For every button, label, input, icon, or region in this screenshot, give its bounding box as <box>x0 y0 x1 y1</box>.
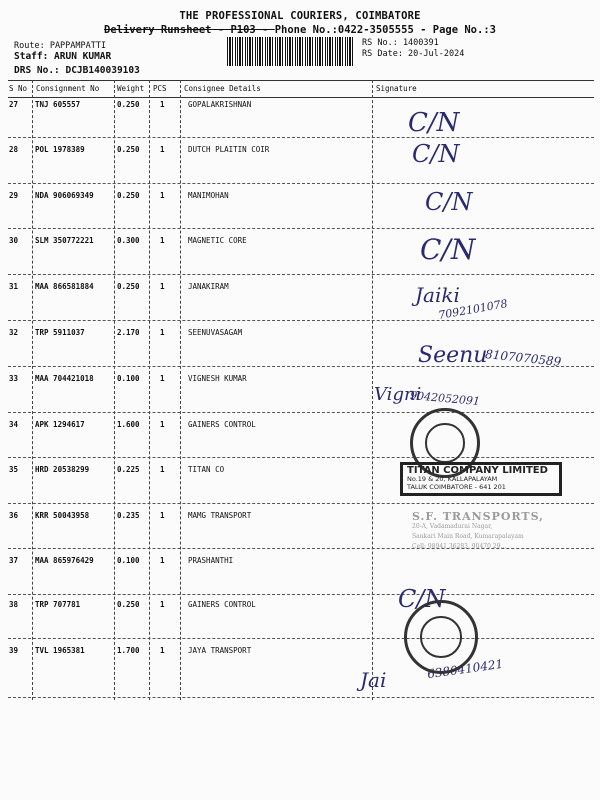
cell-pcs: 1 <box>160 374 165 383</box>
row-separator <box>8 697 594 698</box>
row-separator <box>8 457 594 458</box>
cell-pcs: 1 <box>160 420 165 429</box>
table-row <box>8 600 594 612</box>
sf-transports-stamp <box>412 512 557 552</box>
titan-stamp-name: TITAN COMPANY LIMITED <box>407 465 548 476</box>
drs-number: DRS No.: DCJB140039103 <box>14 65 140 76</box>
cell-pcs: 1 <box>160 100 165 109</box>
cell-pcs: 1 <box>160 465 165 474</box>
cell-consignee: DUTCH PLAITIN COIR <box>188 145 270 154</box>
cell-consignee: TITAN CO <box>188 465 225 474</box>
company-title: THE PROFESSIONAL COURIERS, COIMBATORE <box>179 10 421 22</box>
signature-vignesh-phone: 9042052091 <box>409 388 481 409</box>
signature-vignesh: Vigni <box>374 384 422 405</box>
cell-weight: 0.250 <box>117 282 140 291</box>
table-row <box>8 191 594 203</box>
cell-consignment: MAA 704421018 <box>35 374 94 383</box>
subtitle-rest-part: Phone No.:0422-3505555 - Page No.:3 <box>274 24 496 36</box>
table-row <box>8 374 594 386</box>
col-header-weight: Weight <box>117 84 145 93</box>
cell-consignment: TVL 1965381 <box>35 646 85 655</box>
subtitle-struck-part: Delivery Runsheet - P103 - <box>104 24 275 36</box>
cell-sno: 33 <box>9 374 19 383</box>
cell-pcs: 1 <box>160 646 165 655</box>
cell-consignment: TRP 707781 <box>35 600 81 609</box>
signature-seenu-phone: 8107070589 <box>484 347 562 369</box>
cell-weight: 1.600 <box>117 420 140 429</box>
signature-cn: C/N <box>398 585 446 613</box>
cell-pcs: 1 <box>160 600 165 609</box>
row-separator <box>8 320 594 321</box>
sf-stamp-line1: 20-A, Vadamadurai Nagar, <box>412 523 493 530</box>
cell-consignee: JANAKIRAM <box>188 282 229 291</box>
cell-consignee: MAGNETIC CORE <box>188 236 247 245</box>
cell-sno: 27 <box>9 100 19 109</box>
cell-pcs: 1 <box>160 282 165 291</box>
cell-weight: 0.235 <box>117 511 140 520</box>
cell-consignee: JAYA TRANSPORT <box>188 646 252 655</box>
table-top-border <box>8 80 594 81</box>
cell-consignee: GOPALAKRISHNAN <box>188 100 252 109</box>
signature-cn: C/N <box>425 188 473 216</box>
cell-consignee: MANIMOHAN <box>188 191 229 200</box>
table-row <box>8 328 594 340</box>
cell-consignment: HRD 20538299 <box>35 465 90 474</box>
cell-sno: 32 <box>9 328 19 337</box>
cell-sno: 35 <box>9 465 19 474</box>
cell-sno: 31 <box>9 282 19 291</box>
row-separator <box>8 228 594 229</box>
col-header-signature: Signature <box>376 84 417 93</box>
cell-weight: 0.250 <box>117 145 140 154</box>
cell-weight: 0.300 <box>117 236 140 245</box>
sf-stamp-line2: Sankari Main Road, Kumarapalayam <box>412 533 524 540</box>
sf-stamp-name: S.F. TRANSPORTS, <box>412 510 544 523</box>
staff-label: Staff: ARUN KUMAR <box>14 51 112 62</box>
row-separator <box>8 638 594 639</box>
stamp-inner-circle <box>425 423 464 462</box>
cell-consignee: SEENUVASAGAM <box>188 328 243 337</box>
signature-jaya-phone: 6380410421 <box>426 656 504 682</box>
cell-consignment: TNJ 605557 <box>35 100 81 109</box>
signature-cn: C/N <box>408 108 460 138</box>
cell-consignee: VIGNESH KUMAR <box>188 374 247 383</box>
rs-date: RS Date: 20-Jul-2024 <box>362 49 465 59</box>
barcode <box>227 37 355 66</box>
titan-stamp-address: No.19 & 20, KALLAPALAYAM <box>407 475 498 483</box>
signature-jaya: Jai <box>360 668 387 692</box>
row-separator <box>8 274 594 275</box>
cell-consignment: TRP 5911037 <box>35 328 85 337</box>
stamp-inner-circle <box>420 616 461 657</box>
signature-janaki-phone: 7092101078 <box>437 297 509 322</box>
table-row <box>8 646 594 658</box>
cell-sno: 38 <box>9 600 19 609</box>
cell-sno: 30 <box>9 236 19 245</box>
cell-weight: 1.700 <box>117 646 140 655</box>
cell-weight: 0.250 <box>117 100 140 109</box>
signature-cn: C/N <box>420 233 476 266</box>
cell-pcs: 1 <box>160 511 165 520</box>
cell-consignment: SLM 350772221 <box>35 236 94 245</box>
row-separator <box>8 183 594 184</box>
table-row <box>8 282 594 294</box>
sf-stamp-line3: Cell: 98941 36283, 90470 29... <box>412 543 507 550</box>
row-separator <box>8 366 594 367</box>
col-header-consignee: Consignee Details <box>184 84 261 93</box>
row-separator <box>8 412 594 413</box>
cell-pcs: 1 <box>160 236 165 245</box>
col-header-sno: S No <box>9 84 28 93</box>
row-separator <box>8 594 594 595</box>
cell-pcs: 1 <box>160 328 165 337</box>
cell-weight: 0.100 <box>117 556 140 565</box>
cell-consignee: GAINERS CONTROL <box>188 420 256 429</box>
cell-consignment: KRR 50043958 <box>35 511 90 520</box>
signature-cn: C/N <box>412 140 460 168</box>
cell-consignment: MAA 865976429 <box>35 556 94 565</box>
cell-sno: 37 <box>9 556 19 565</box>
table-row <box>8 556 594 568</box>
cell-consignment: NDA 906069349 <box>35 191 94 200</box>
cell-consignment: APK 1294617 <box>35 420 85 429</box>
cell-consignment: POL 1978389 <box>35 145 85 154</box>
col-header-pcs: PCS <box>153 84 167 93</box>
runsheet-table <box>8 80 594 700</box>
col-header-consignment: Consignment No <box>36 84 100 93</box>
titan-stamp-taluk: TALUK COIMBATORE - 641 201 <box>407 483 506 491</box>
table-row <box>8 145 594 157</box>
signature-seenu: Seenu <box>418 343 488 368</box>
cell-sno: 36 <box>9 511 19 520</box>
titan-company-stamp <box>400 462 562 496</box>
cell-weight: 0.100 <box>117 374 140 383</box>
cell-weight: 2.170 <box>117 328 140 337</box>
cell-sno: 28 <box>9 145 19 154</box>
cell-pcs: 1 <box>160 191 165 200</box>
table-row <box>8 236 594 248</box>
row-separator <box>8 503 594 504</box>
runsheet-subtitle <box>0 24 600 36</box>
rs-number: RS No.: 1400391 <box>362 38 439 48</box>
table-row <box>8 100 594 112</box>
gainers-round-stamp <box>404 600 478 674</box>
row-separator <box>8 137 594 138</box>
cell-sno: 29 <box>9 191 19 200</box>
cell-sno: 34 <box>9 420 19 429</box>
header-bottom-border <box>8 97 594 98</box>
cell-weight: 0.250 <box>117 191 140 200</box>
table-row <box>8 420 594 432</box>
cell-consignment: MAA 866581884 <box>35 282 94 291</box>
cell-sno: 39 <box>9 646 19 655</box>
cell-pcs: 1 <box>160 145 165 154</box>
cell-consignee: MAMG TRANSPORT <box>188 511 252 520</box>
cell-consignee: GAINERS CONTROL <box>188 600 256 609</box>
signature-janaki: Jaiki <box>415 283 460 307</box>
cell-pcs: 1 <box>160 556 165 565</box>
route-label: Route: PAPPAMPATTI <box>14 41 107 51</box>
cell-weight: 0.250 <box>117 600 140 609</box>
cell-weight: 0.225 <box>117 465 140 474</box>
cell-consignee: PRASHANTHI <box>188 556 234 565</box>
